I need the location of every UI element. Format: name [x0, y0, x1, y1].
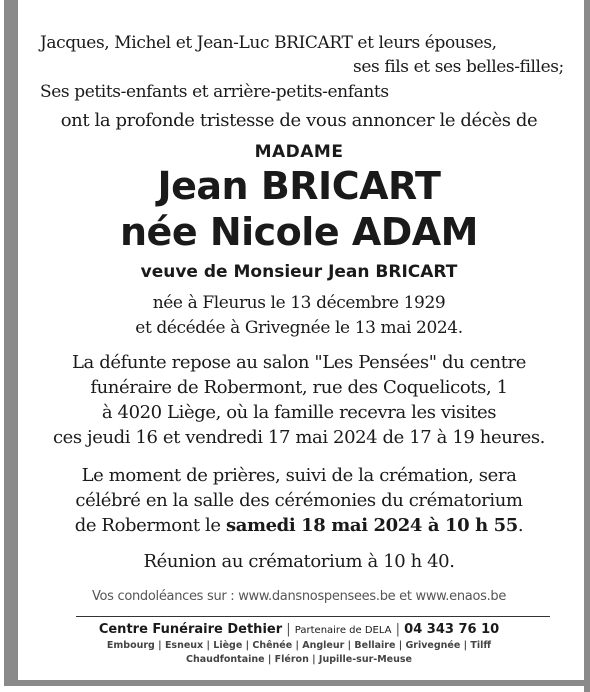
- funeral-home-name: Centre Funéraire Dethier: [98, 622, 283, 637]
- family-line-1: Jacques, Michel et Jean-Luc BRICART et leurs épouses,: [40, 33, 497, 53]
- visitation-line-3: à 4020 Liège, où la famille recevra les visites: [101, 402, 497, 423]
- title-madame: MADAME: [254, 142, 344, 162]
- ceremony-line-3: [18, 515, 580, 536]
- visitation-line-2: funéraire de Robermont, rue des Coquelicots, 1: [90, 377, 508, 398]
- family-line-3: Ses petits-enfants et arrière-petits-enfants: [40, 82, 389, 102]
- deceased-birth-name: née Nicole ADAM: [120, 210, 478, 254]
- visitation-line-1: La défunte repose au salon "Les Pensées" du centre: [71, 352, 526, 373]
- meeting-line: Réunion au crématorium à 10 h 40.: [143, 551, 455, 572]
- ceremony-line-3-prefix: de Robermont le: [74, 515, 226, 536]
- ceremony-line-2: célébré en la salle des cérémonies du crématorium: [75, 490, 523, 511]
- death-line: et décédée à Grivegnée le 13 mai 2024.: [135, 318, 463, 338]
- condolences-line: Vos condoléances sur : www.dansnospensees.be et www.enaos.be: [91, 589, 507, 604]
- announcement-line: ont la profonde tristesse de vous annoncer le décès de: [60, 110, 538, 131]
- widow-line: veuve de Monsieur Jean BRICART: [140, 262, 458, 282]
- funeral-home-phone: 04 343 76 10: [404, 622, 500, 637]
- ceremony-line-1: Le moment de prières, suivi de la crémation, sera: [81, 465, 517, 486]
- ceremony-line-3-suffix: .: [517, 515, 524, 536]
- birth-line: née à Fleurus le 13 décembre 1929: [152, 293, 446, 313]
- locations-line-1: Embourg | Esneux | Liège | Chênée | Angleur | Bellaire | Grivegnée | Tilff: [106, 640, 492, 651]
- visitation-line-4: ces jeudi 16 et vendredi 17 mai 2024 de 17 à 19 heures.: [52, 427, 546, 448]
- locations-line-2: Chaudfontaine | Fléron | Jupille-sur-Meuse: [186, 654, 412, 665]
- deceased-name: Jean BRICART: [157, 164, 441, 208]
- separator: |: [395, 622, 401, 637]
- ceremony-date-time: samedi 18 mai 2024 à 10 h 55: [225, 515, 518, 536]
- family-line-2: ses fils et ses belles-filles;: [353, 57, 564, 77]
- partner-text: Partenaire de DELA: [294, 625, 392, 636]
- separator: |: [286, 622, 291, 637]
- notice-border-right: [584, 0, 590, 692]
- notice-frame: [4, 0, 584, 686]
- footer-divider: [76, 616, 550, 617]
- funeral-home-line: [18, 622, 580, 637]
